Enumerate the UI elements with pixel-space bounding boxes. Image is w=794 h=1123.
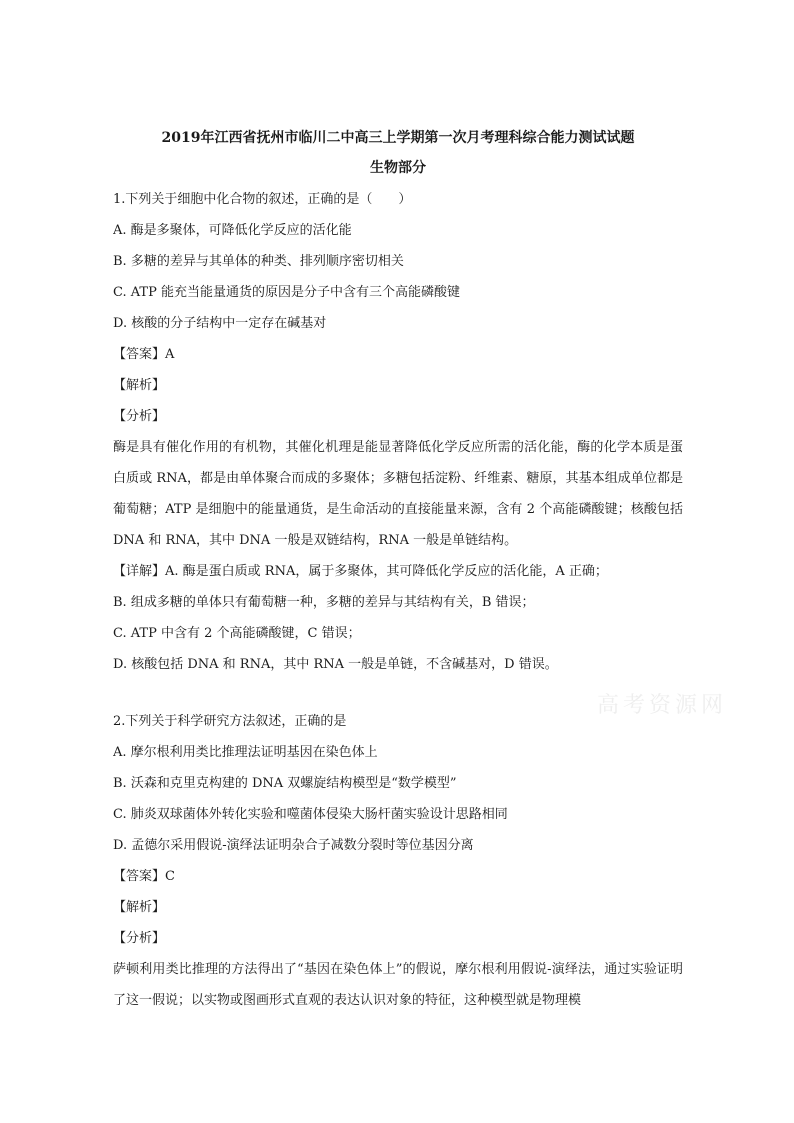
- option-a: A. 摩尔根利用类比推理法证明基因在染色体上: [113, 745, 378, 760]
- answer-label: 【答案】C: [113, 869, 175, 884]
- answer-label: 【答案】A: [113, 347, 175, 362]
- fenxi-paragraph: 萨顿利用类比推理的方法得出了“基因在染色体上”的假说，摩尔根利用假说-演绎法，通过实验证明了这一假说；以实物或图画形式直观的表达认识对象的特征，这种模型就是物理模: [113, 962, 683, 1008]
- option-c: C. ATP 能充当能量通货的原因是分子中含有三个高能磷酸键: [113, 285, 460, 300]
- option-b: B. 沃森和克里克构建的 DNA 双螺旋结构模型是“数学模型”: [113, 776, 457, 791]
- watermark: 高考资源网: [597, 693, 728, 718]
- fenxi-paragraph: 酶是具有催化作用的有机物，其催化机理是能显著降低化学反应所需的活化能，酶的化学本质是蛋白质或 RNA，都是由单体聚合而成的多聚体；多糖包括淀粉、纤维素、糖原，其基本组成单位都是葡萄糖；ATP 是细胞中的能量通货，是生命活动的直接能量来源，含有 2 个高能磷酸键；核酸包括 DNA 和 RNA，其中 DNA 一般是双链结构，RNA 一般是单链结构。: [113, 440, 683, 548]
- question-1: [113, 184, 683, 680]
- detail-line: C. ATP 中含有 2 个高能磷酸键，C 错误；: [113, 626, 361, 641]
- section-subtitle: 生物部分: [370, 160, 426, 176]
- option-c: C. 肺炎双球菌体外转化实验和噬菌体侵染大肠杆菌实验设计思路相同: [113, 807, 508, 822]
- detail-line: B. 组成多糖的单体只有葡萄糖一种，多糖的差异与其结构有关，B 错误；: [113, 595, 535, 610]
- question-stem: 1.下列关于细胞中化合物的叙述，正确的是（ ）: [113, 192, 412, 207]
- document-title: 2019年江西省抚州市临川二中高三上学期第一次月考理科综合能力测试试题: [161, 130, 635, 146]
- detail-line: D. 核酸包括 DNA 和 RNA，其中 RNA 一般是单链，不含碱基对，D 错误。: [113, 657, 558, 672]
- detail-line: 【详解】A. 酶是蛋白质或 RNA，属于多聚体，其可降低化学反应的活化能，A 正确；: [113, 564, 608, 579]
- fenxi-label: 【分析】: [113, 409, 166, 424]
- analysis-label: 【解析】: [113, 900, 166, 915]
- option-d: D. 孟德尔采用假说-演绎法证明杂合子减数分裂时等位基因分离: [113, 838, 474, 853]
- analysis-label: 【解析】: [113, 378, 166, 393]
- document-page: [113, 128, 683, 1016]
- option-d: D. 核酸的分子结构中一定存在碱基对: [113, 316, 327, 331]
- question-2: [113, 706, 683, 1016]
- option-b: B. 多糖的差异与其单体的种类、排列顺序密切相关: [113, 254, 404, 269]
- option-a: A. 酶是多聚体，可降低化学反应的活化能: [113, 223, 352, 238]
- fenxi-label: 【分析】: [113, 931, 166, 946]
- question-stem: 2.下列关于科学研究方法叙述，正确的是: [113, 714, 347, 729]
